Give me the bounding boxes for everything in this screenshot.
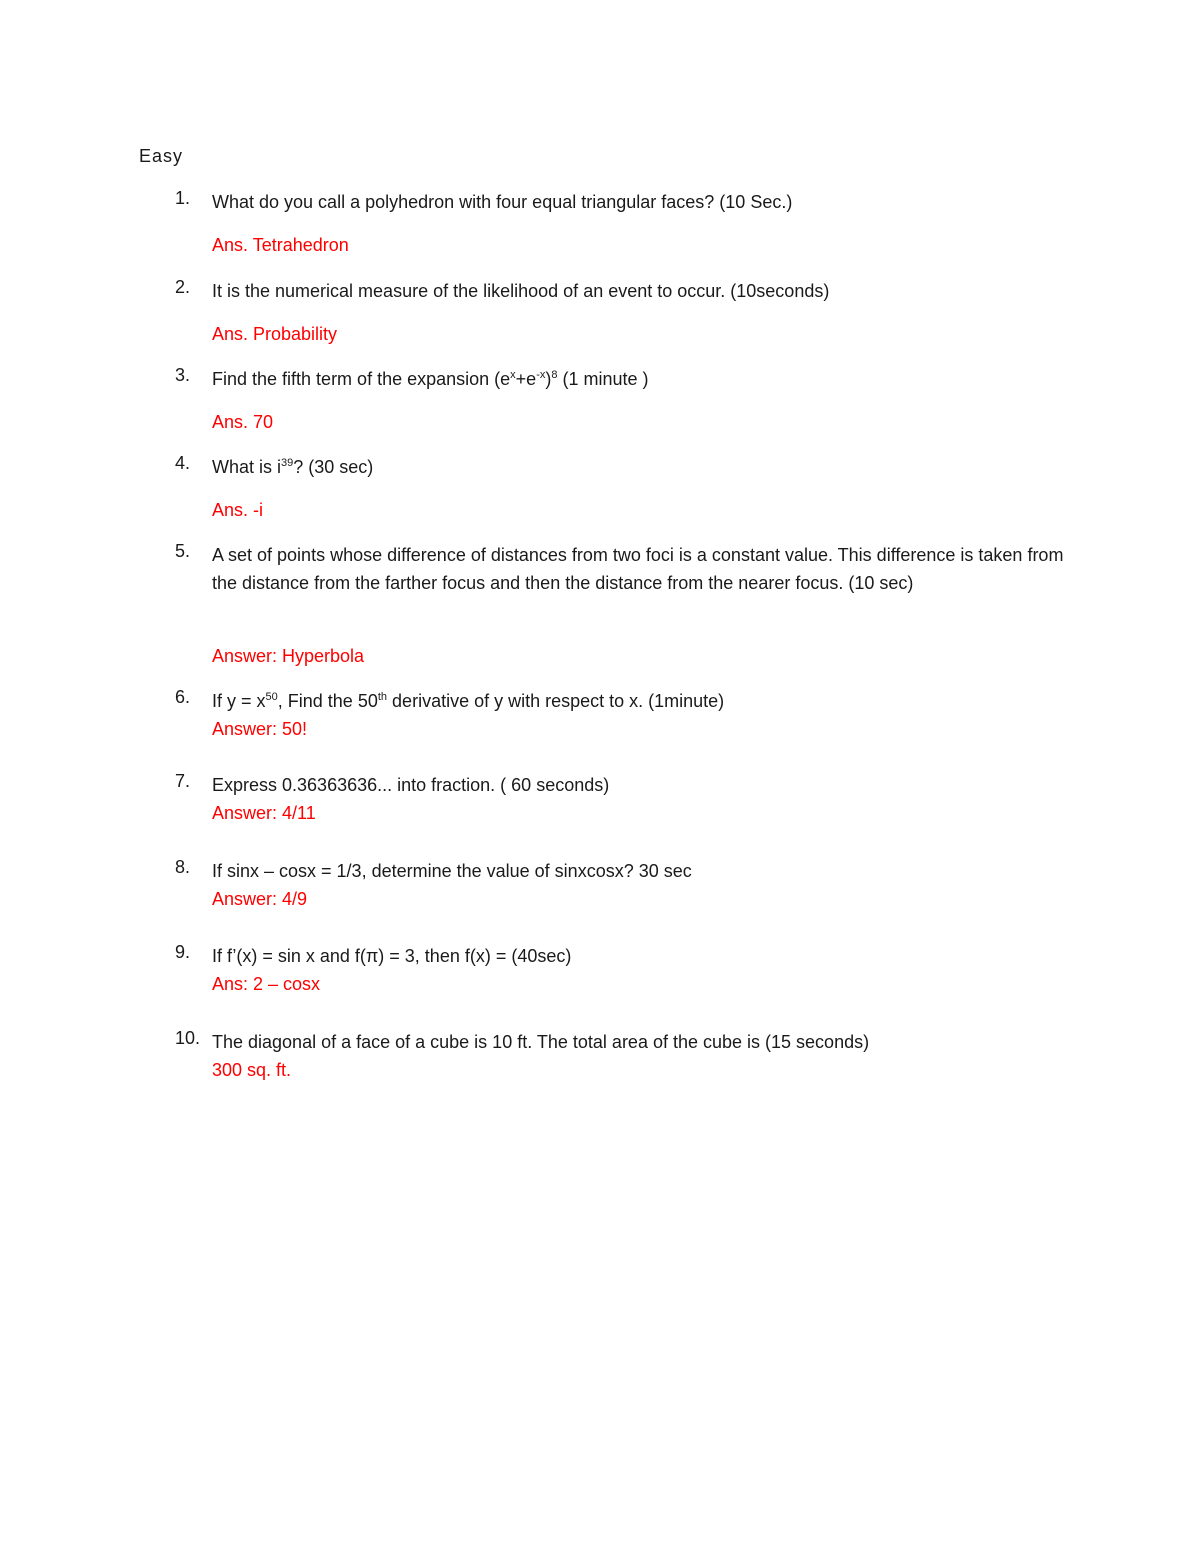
question-number: 5. — [175, 541, 191, 561]
question-number: 9. — [175, 942, 191, 962]
question-number: 4. — [175, 453, 191, 473]
section-title: Easy — [139, 146, 184, 166]
question-number: 8. — [175, 857, 191, 877]
question-text: What do you call a polyhedron with four equal triangular faces? (10 Sec.) — [212, 192, 793, 212]
answer-text: Ans. Tetrahedron — [212, 235, 349, 255]
answer-text: Ans. 70 — [212, 412, 274, 432]
question-text: The diagonal of a face of a cube is 10 ft. The total area of the cube is (15 seconds) — [212, 1032, 870, 1052]
question-text: A set of points whose difference of distances from two foci is a constant value. This difference is taken from the distance from the farther focus and then the distance from the nearer focus. (10 sec) — [212, 545, 1064, 593]
question-number: 7. — [175, 771, 191, 791]
question-text: If f’(x) = sin x and f(π) = 3, then f(x) = (40sec) — [212, 946, 572, 966]
answer-text: Answer: 4/9 — [212, 889, 308, 909]
question-text: Find the fifth term of the expansion $(e^x+e^{-x})^8$ (1 minute ) — [212, 369, 649, 389]
question-number: 10. — [175, 1028, 201, 1048]
question-number: 3. — [175, 365, 191, 385]
answer-text: 300 sq. ft. — [212, 1060, 292, 1080]
answer-text: Ans. Probability — [212, 324, 338, 344]
question-number: 2. — [175, 277, 191, 297]
answer-text: Ans. -i — [212, 500, 264, 520]
answer-text: Ans: 2 – cosx — [212, 974, 321, 994]
question-text: It is the numerical measure of the likelihood of an event to occur. (10seconds) — [212, 281, 830, 301]
answer-text: Answer: Hyperbola — [212, 646, 365, 666]
question-number: 6. — [175, 687, 191, 707]
question-text: What is $i^{39}$? (30 sec) — [212, 457, 374, 477]
question-text: Express 0.36363636... into fraction. ( 60 seconds) — [212, 775, 610, 795]
answer-text: Answer: 4/11 — [212, 803, 316, 823]
answer-text: Answer: 50! — [212, 719, 308, 739]
question-text: If $y = x^{50}$, Find the 50th derivative of y with respect to x. (1minute) — [212, 691, 725, 711]
question-number: 1. — [175, 188, 191, 208]
question-text: If sinx – cosx = 1/3, determine the value of sinxcosx? 30 sec — [212, 861, 692, 881]
